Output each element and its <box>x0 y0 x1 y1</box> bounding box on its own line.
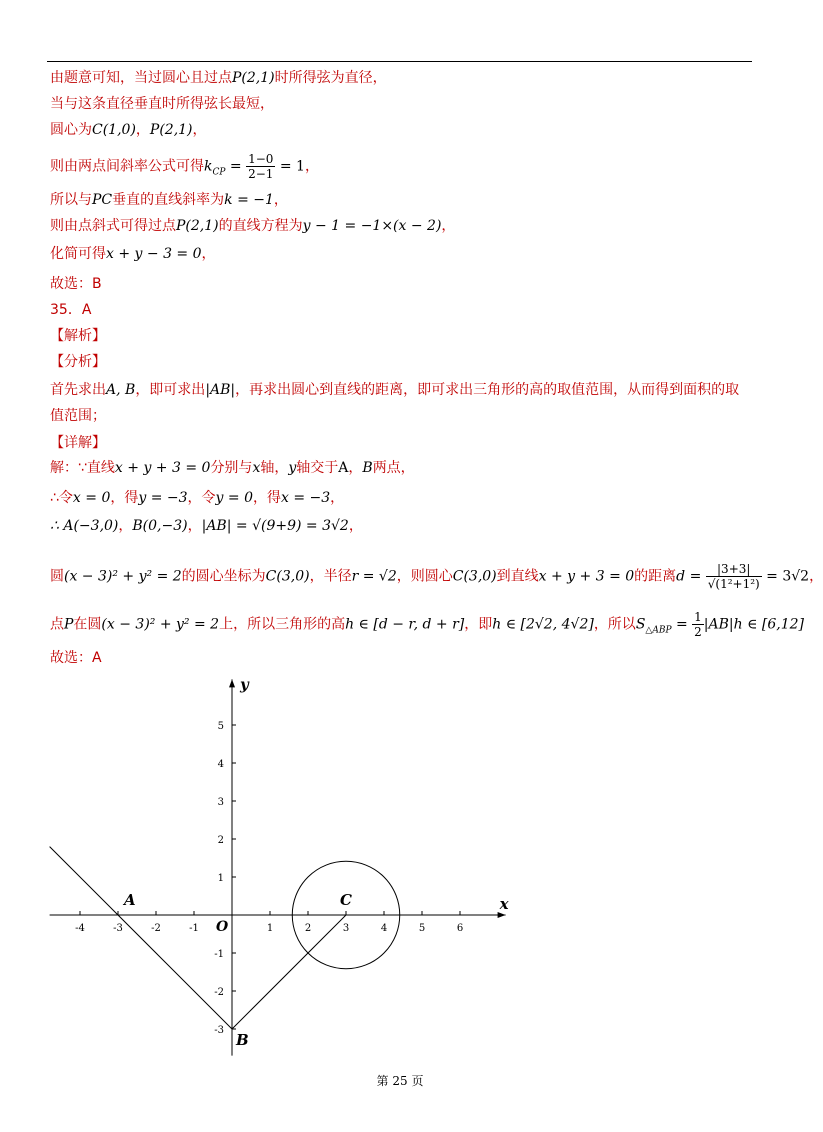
fraction-denominator: 2−1 <box>248 167 274 181</box>
math-expression: |AB| = √(9+9) = 3√2 <box>201 518 349 534</box>
y-tick-label: -2 <box>214 987 224 998</box>
text-segment: 35．A <box>50 302 92 318</box>
text-line <box>50 406 106 426</box>
math-expression: = 3√2 <box>761 568 810 585</box>
text-segment: ， <box>809 568 823 585</box>
text-segment: ∴令 <box>50 490 73 506</box>
text-segment: ，所以 <box>593 616 636 633</box>
text-segment: 分别与 <box>210 460 253 476</box>
math-expression: x = 0 <box>72 490 111 506</box>
math-expression: A, B <box>106 382 136 398</box>
x-axis-label: x <box>499 895 509 913</box>
math-expression: y = −3 <box>138 490 188 506</box>
text-segment: ， <box>441 218 456 234</box>
math-expression: S <box>635 616 646 633</box>
text-line <box>50 274 102 294</box>
text-segment: 值范围； <box>50 408 106 424</box>
text-segment: 则由两点间斜率公式可得 <box>50 158 204 175</box>
text-segment: ， <box>304 158 319 175</box>
text-line <box>50 326 106 346</box>
x-tick-label: 6 <box>456 923 464 934</box>
math-expression: k = −1 <box>224 192 274 208</box>
text-segment: ，再求出圆心到直线的距离，即可求出三角形的高的取值范围，从而得到面积的取 <box>235 382 740 398</box>
text-segment: 轴交于 <box>296 460 339 476</box>
y-axis-arrow <box>229 679 235 687</box>
text-segment: ，即 <box>464 616 493 633</box>
text-line <box>50 190 288 210</box>
math-expression: P(2,1) <box>176 218 219 234</box>
text-segment: 故选：B <box>50 276 102 292</box>
text-line <box>50 380 739 400</box>
text-segment: 【解析】 <box>50 328 106 344</box>
text-line <box>50 352 106 372</box>
math-expression: x + y − 3 = 0 <box>106 246 202 262</box>
y-tick-label: 3 <box>217 797 224 808</box>
math-expression: A <box>338 460 349 476</box>
text-segment: 点 <box>50 616 64 633</box>
x-tick-label: -2 <box>151 923 161 934</box>
math-expression: x + y + 3 = 0 <box>538 568 635 585</box>
math-subscript: △ABP <box>645 625 672 636</box>
text-segment: ，即可求出 <box>135 382 206 398</box>
point-label-a: A <box>124 891 136 909</box>
text-line <box>50 610 804 640</box>
math-expression: PC <box>92 192 113 208</box>
math-expression: x + y + 3 = 0 <box>114 460 211 476</box>
text-line <box>50 648 102 668</box>
origin-label: O <box>216 919 229 935</box>
text-segment: ， <box>330 490 345 506</box>
x-tick-label: 3 <box>342 923 350 934</box>
math-expression: ∴ A(−3,0) <box>50 518 119 534</box>
text-segment: 的距离 <box>634 568 677 585</box>
point-label-b: B <box>236 1031 249 1049</box>
x-tick-label: 1 <box>266 923 274 934</box>
math-expression: = 1 <box>275 158 305 175</box>
math-expression: P(2,1) <box>232 70 275 86</box>
text-segment: 到直线 <box>496 568 539 585</box>
math-expression: (x − 3)² + y² = 2 <box>101 616 220 633</box>
math-expression: = <box>225 158 247 175</box>
y-axis-label: y <box>240 675 249 694</box>
text-segment: ， <box>135 122 150 138</box>
text-segment: 时所得弦为直径， <box>274 70 387 86</box>
text-segment: ，半径 <box>309 568 352 585</box>
x-tick-label: 4 <box>380 923 388 934</box>
fraction <box>706 562 762 591</box>
math-expression: y <box>288 460 297 476</box>
text-segment: 的圆心坐标为 <box>181 568 266 585</box>
text-line <box>50 120 207 140</box>
text-segment: ， <box>273 192 288 208</box>
fraction-numerator: |3+3| <box>706 562 762 577</box>
text-segment: ，则圆心 <box>396 568 453 585</box>
text-segment: 的直线方程为 <box>218 218 303 234</box>
math-subscript: CP <box>212 167 226 178</box>
x-tick-label: -3 <box>113 923 123 934</box>
fraction <box>692 610 704 639</box>
math-expression: x = −3 <box>281 490 331 506</box>
header-rule <box>47 61 752 62</box>
text-segment: 解：∵直线 <box>50 460 115 476</box>
math-expression: h ∈ [d − r, d + r] <box>345 616 465 633</box>
math-expression: (x − 3)² + y² = 2 <box>64 568 182 585</box>
text-segment: 所以与 <box>50 192 92 208</box>
math-expression: C(1,0) <box>92 122 136 138</box>
text-segment: ，令 <box>187 490 216 506</box>
fraction-denominator: √(1²+1²) <box>707 577 760 591</box>
segment-bc <box>232 915 346 1029</box>
text-segment: 上，所以三角形的高 <box>219 616 346 633</box>
x-tick-label: -4 <box>75 923 85 934</box>
math-expression: C(3,0) <box>265 568 310 585</box>
fraction-denominator: 2 <box>694 625 702 639</box>
coordinate-graph <box>30 670 530 1060</box>
x-tick-label: -1 <box>189 923 199 934</box>
math-expression: y = 0 <box>215 490 253 506</box>
math-expression: B <box>362 460 373 476</box>
math-expression: B(0,−3) <box>132 518 188 534</box>
text-segment: 首先求出 <box>50 382 106 398</box>
text-segment: ， <box>192 122 207 138</box>
fraction-numerator: 1 <box>694 610 702 624</box>
text-segment: 轴， <box>260 460 289 476</box>
text-line <box>50 516 363 536</box>
text-segment: ， <box>348 518 363 534</box>
y-tick-label: -1 <box>214 949 224 960</box>
text-segment: ，得 <box>253 490 281 506</box>
x-tick-label: 2 <box>304 923 312 934</box>
math-expression: |AB|h ∈ [6,12] <box>703 616 804 633</box>
text-line <box>50 433 106 453</box>
y-tick-label: 1 <box>217 873 224 884</box>
text-segment: 【详解】 <box>50 435 106 451</box>
y-tick-label: 4 <box>217 759 224 770</box>
text-segment: 圆心为 <box>50 122 92 138</box>
text-segment: 垂直的直线斜率为 <box>112 192 225 208</box>
page-footer: 第 25 页 <box>376 1074 424 1088</box>
text-segment: ， <box>187 518 202 534</box>
math-expression: C(3,0) <box>452 568 497 585</box>
math-expression: |AB| <box>205 382 236 398</box>
text-segment: 故选：A <box>50 650 102 666</box>
text-line <box>50 458 415 478</box>
math-expression: k <box>204 158 213 175</box>
text-line <box>50 68 387 88</box>
y-tick-label: 2 <box>217 835 224 846</box>
text-line <box>50 244 216 264</box>
y-tick-label: -3 <box>214 1025 224 1036</box>
text-line <box>50 216 455 236</box>
text-segment: ， <box>201 246 216 262</box>
text-segment: 圆 <box>50 568 64 585</box>
y-tick-label: 5 <box>217 721 224 732</box>
text-segment: ， <box>118 518 133 534</box>
text-segment: 当与这条直径垂直时所得弦长最短， <box>50 96 274 112</box>
math-expression: P <box>64 616 74 633</box>
x-tick-label: 5 <box>418 923 426 934</box>
text-segment: 在圆 <box>73 616 102 633</box>
text-line <box>50 300 91 320</box>
text-segment: ，得 <box>110 490 139 506</box>
line-x-plus-y-plus-3 <box>50 847 232 1029</box>
text-segment: 两点， <box>372 460 415 476</box>
math-expression: h ∈ [2√2, 4√2] <box>492 616 594 633</box>
point-label-c: C <box>340 891 352 909</box>
fraction <box>246 152 275 181</box>
text-segment: 化简可得 <box>50 246 106 262</box>
math-expression: = <box>671 616 693 633</box>
text-line <box>50 94 274 114</box>
text-segment: ， <box>348 460 363 476</box>
math-expression: y − 1 = −1×(x − 2) <box>302 218 442 234</box>
math-expression: x <box>252 460 261 476</box>
math-expression: r = √2 <box>351 568 397 585</box>
text-line <box>50 562 823 591</box>
math-expression: P(2,1) <box>149 122 193 138</box>
fraction-numerator: 1−0 <box>248 152 274 166</box>
text-segment: 【分析】 <box>50 354 106 370</box>
text-line <box>50 152 319 182</box>
text-segment: 则由点斜式可得过点 <box>50 218 176 234</box>
math-expression: d = <box>676 568 706 585</box>
text-line <box>50 488 344 508</box>
text-segment: 由题意可知，当过圆心且过点 <box>50 70 232 86</box>
